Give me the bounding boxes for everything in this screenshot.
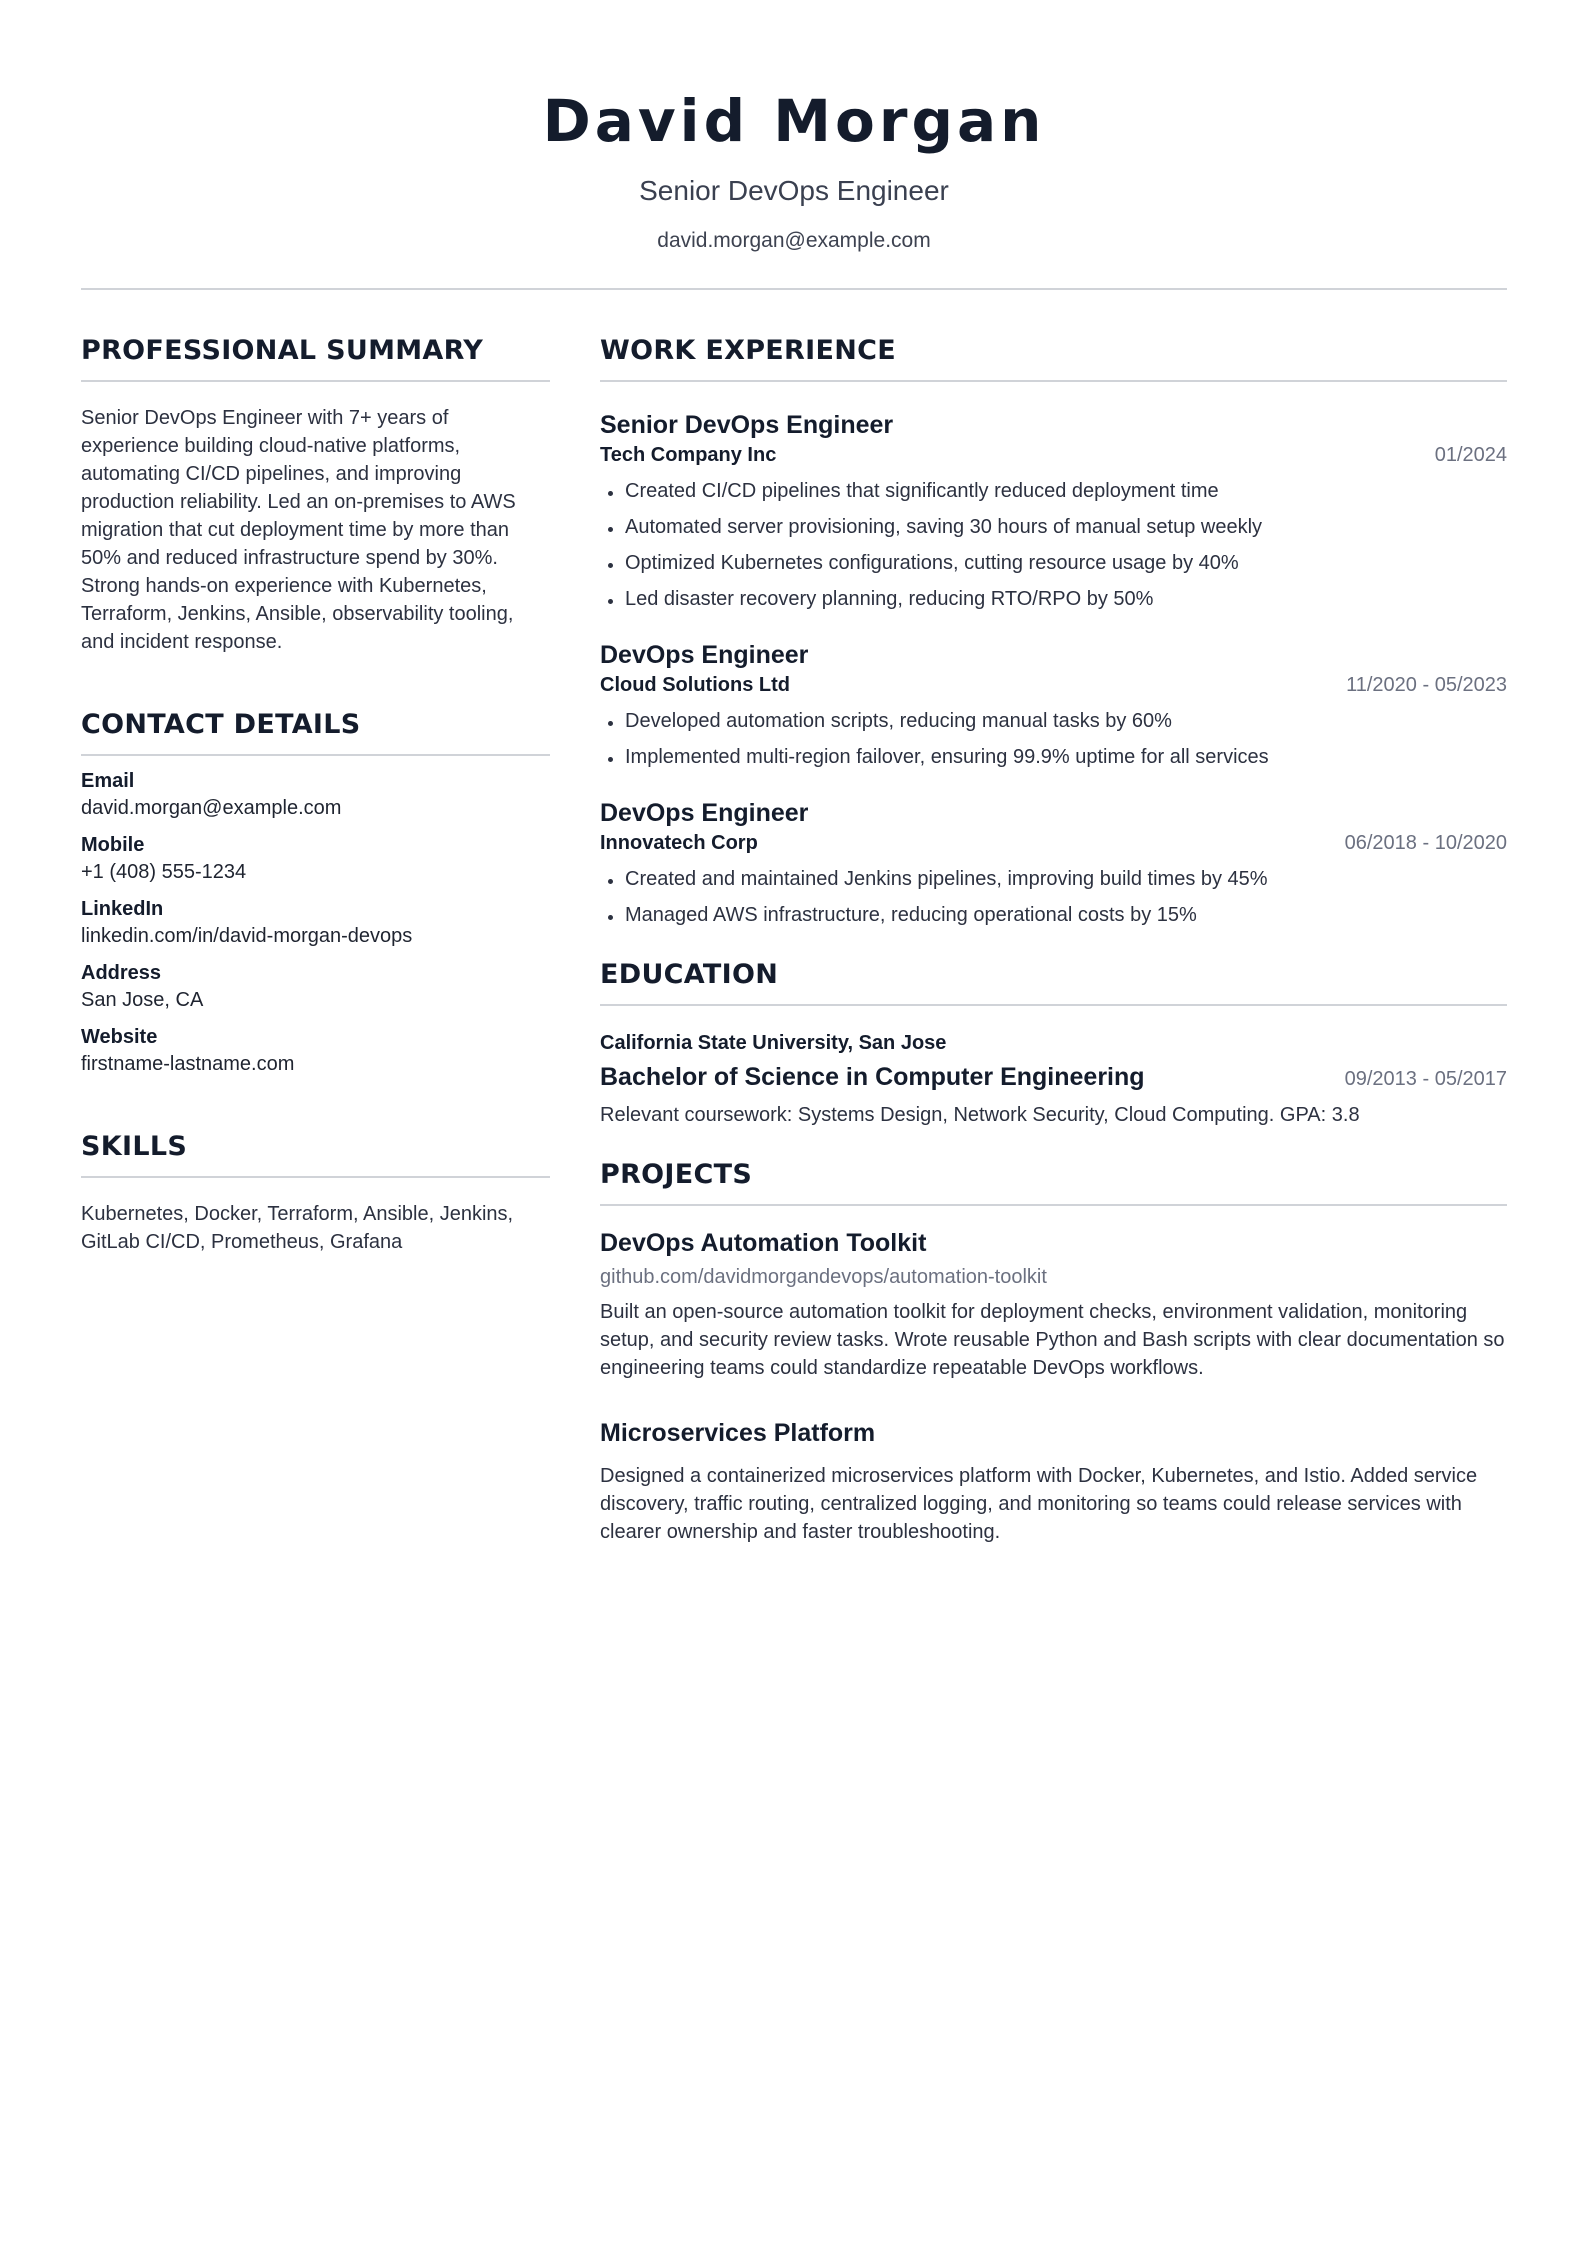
job-entry <box>600 798 1507 928</box>
job-date: 01/2024 <box>1434 444 1507 466</box>
job-bullets <box>600 708 1507 770</box>
skills-section <box>81 1130 550 1256</box>
right-column <box>600 334 1507 1576</box>
skills-heading: SKILLS <box>81 1130 550 1178</box>
experience-section <box>600 334 1507 928</box>
contact-value: david.morgan@example.com <box>81 797 342 819</box>
job-bullet: Created CI/CD pipelines that significantly reduced deployment time <box>600 478 1507 504</box>
education-row <box>600 1062 1507 1092</box>
contact-value: firstname-lastname.com <box>81 1053 295 1075</box>
contact-label: Email <box>81 770 135 792</box>
job-meta <box>600 442 1507 468</box>
summary-text: Senior DevOps Engineer with 7+ years of experience building cloud-native platforms, automating CI/CD pipelines, and improving production reliability. Led an on-premises to AWS migration that cut deployment time by more than 50% and reduced infrastructure spend by 30%. Strong hands-on experience with Kubernetes, Terraform, Jenkins, Ansible, observability tooling, and incident response. <box>81 407 516 653</box>
resume-header <box>81 0 1507 290</box>
job-bullets <box>600 866 1507 928</box>
education-degree: Bachelor of Science in Computer Engineering <box>600 1063 1145 1091</box>
project-title: DevOps Automation Toolkit <box>600 1229 927 1257</box>
project-entry <box>600 1228 1507 1382</box>
job-bullets <box>600 478 1507 612</box>
left-column <box>81 334 550 1576</box>
contact-label: Website <box>81 1026 158 1048</box>
summary-heading: PROFESSIONAL SUMMARY <box>81 334 550 382</box>
job-bullet: Automated server provisioning, saving 30 hours of manual setup weekly <box>600 514 1507 540</box>
job-title: DevOps Engineer <box>600 641 809 669</box>
summary-section <box>81 334 550 656</box>
project-entry <box>600 1418 1507 1546</box>
job-title: Senior DevOps Engineer <box>600 411 894 439</box>
resume-columns <box>81 334 1507 1576</box>
project-description: Built an open-source automation toolkit for deployment checks, environment validation, monitoring setup, and security review tasks. Wrote reusable Python and Bash scripts with clear documentation so engineering teams could standardize repeatable DevOps workflows. <box>600 1301 1505 1379</box>
header-divider <box>81 288 1507 290</box>
contact-heading: CONTACT DETAILS <box>81 708 550 756</box>
job-meta <box>600 830 1507 856</box>
job-entry <box>600 640 1507 770</box>
candidate-headline: Senior DevOps Engineer <box>639 175 949 206</box>
education-section <box>600 958 1507 1128</box>
education-note: Relevant coursework: Systems Design, Network Security, Cloud Computing. GPA: 3.8 <box>600 1104 1360 1126</box>
contact-item-website <box>81 1024 550 1078</box>
contact-label: Address <box>81 962 162 984</box>
education-school: California State University, San Jose <box>600 1032 947 1054</box>
job-company: Cloud Solutions Ltd <box>600 674 790 696</box>
job-bullet: Optimized Kubernetes configurations, cutting resource usage by 40% <box>600 550 1507 576</box>
job-company: Tech Company Inc <box>600 444 777 466</box>
project-title: Microservices Platform <box>600 1419 876 1447</box>
contact-value: +1 (408) 555-1234 <box>81 861 247 883</box>
job-meta <box>600 672 1507 698</box>
job-bullet: Managed AWS infrastructure, reducing operational costs by 15% <box>600 902 1507 928</box>
job-date: 06/2018 - 10/2020 <box>1344 832 1507 854</box>
contact-item-address <box>81 960 550 1014</box>
contact-label: LinkedIn <box>81 898 164 920</box>
header-email: david.morgan@example.com <box>657 229 931 252</box>
job-bullet: Implemented multi-region failover, ensuring 99.9% uptime for all services <box>600 744 1507 770</box>
experience-heading: WORK EXPERIENCE <box>600 334 1507 382</box>
education-date: 09/2013 - 05/2017 <box>1344 1068 1507 1090</box>
job-title: DevOps Engineer <box>600 799 809 827</box>
contact-item-email <box>81 768 550 822</box>
job-entry <box>600 410 1507 612</box>
projects-section <box>600 1158 1507 1546</box>
job-date: 11/2020 - 05/2023 <box>1346 674 1507 696</box>
contact-value: San Jose, CA <box>81 989 204 1011</box>
job-company: Innovatech Corp <box>600 832 758 854</box>
skills-text: Kubernetes, Docker, Terraform, Ansible, Jenkins, GitLab CI/CD, Prometheus, Grafana <box>81 1203 514 1253</box>
job-bullet: Created and maintained Jenkins pipelines, improving build times by 45% <box>600 866 1507 892</box>
contact-section <box>81 708 550 1078</box>
contact-item-mobile <box>81 832 550 886</box>
project-description: Designed a containerized microservices platform with Docker, Kubernetes, and Istio. Added service discovery, traffic routing, centralized logging, and monitoring so teams could release services with clearer ownership and faster troubleshooting. <box>600 1465 1478 1543</box>
contact-value: linkedin.com/in/david-morgan-devops <box>81 925 413 947</box>
project-link[interactable]: github.com/davidmorgandevops/automation-toolkit <box>600 1266 1047 1288</box>
contact-item-linkedin <box>81 896 550 950</box>
projects-heading: PROJECTS <box>600 1158 1507 1206</box>
job-bullet: Developed automation scripts, reducing manual tasks by 60% <box>600 708 1507 734</box>
contact-label: Mobile <box>81 834 145 856</box>
contact-list <box>81 768 550 1078</box>
job-bullet: Led disaster recovery planning, reducing RTO/RPO by 50% <box>600 586 1507 612</box>
candidate-name: David Morgan <box>542 87 1046 155</box>
education-heading: EDUCATION <box>600 958 1507 1006</box>
